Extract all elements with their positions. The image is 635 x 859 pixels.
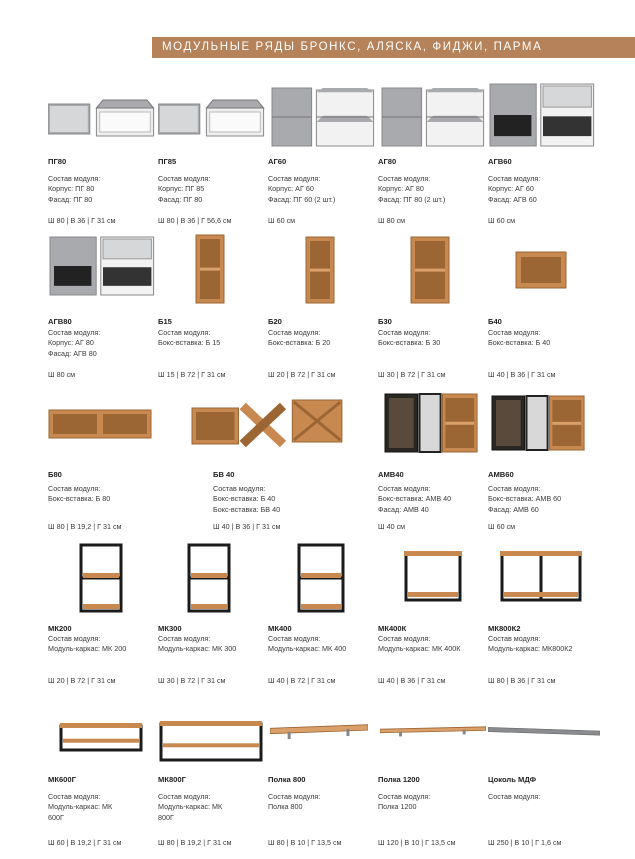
composition-line: Состав модуля: (488, 634, 541, 643)
item-dimensions: Ш 60 см (268, 216, 296, 225)
item-code: МК600Г (48, 775, 76, 784)
item-dimensions: Ш 20 | В 72 | Г 31 см (48, 676, 116, 685)
metal-frame-tall-icon (78, 542, 124, 614)
item-composition (488, 792, 540, 802)
composition-line: Состав модуля: (48, 328, 101, 337)
item-dimensions: Ш 30 | В 72 | Г 31 см (158, 676, 226, 685)
item-code: МК400 (268, 624, 292, 633)
metal-frame-low-icon (58, 720, 144, 754)
composition-line: Фасад: ПГ 80 (48, 194, 93, 204)
composition-line: Состав модуля: (158, 174, 211, 183)
item-code: МК800К2 (488, 624, 521, 633)
item-dimensions: Ш 250 | В 10 | Г 1,6 см (488, 838, 562, 847)
composition-line: Бокс-вставка: АМВ 60 (488, 494, 562, 504)
item-code: ПГ85 (158, 157, 177, 166)
metal-frame-tall-icon (296, 542, 346, 614)
item-dimensions: Ш 80 см (378, 216, 406, 225)
composition-line: Бокс-вставка: АМВ 40 (378, 494, 452, 504)
item-composition (378, 328, 440, 349)
item-code: Б40 (488, 317, 502, 326)
composition-line: Бокс-вставка: Б 15 (158, 338, 221, 348)
composition-line: Модуль-каркас: МК800К2 (488, 644, 573, 654)
item-composition (268, 328, 330, 349)
item-dimensions: Ш 30 | В 72 | Г 31 см (378, 370, 446, 379)
item-code: АГВ60 (488, 157, 512, 166)
composition-line: Состав модуля: (378, 792, 431, 801)
metal-frame-short-icon (400, 548, 466, 606)
composition-line: Состав модуля: (488, 174, 541, 183)
composition-line: Корпус: АГ 80 (378, 184, 424, 194)
item-dimensions: Ш 80 | В 19,2 | Г 31 см (158, 838, 232, 847)
page-title: МОДУЛЬНЫЕ РЯДЫ БРОНКС, АЛЯСКА, ФИДЖИ, ПАРМА (162, 41, 543, 53)
item-composition (48, 174, 100, 205)
grey-hinged-cabinet-icon (48, 98, 158, 140)
composition-line: Состав модуля: (488, 484, 541, 493)
item-dimensions: Ш 40 см (378, 522, 406, 531)
item-composition (48, 328, 100, 359)
item-code: Цоколь МДФ (488, 775, 537, 784)
item-dimensions: Ш 60 см (488, 522, 516, 531)
composition-line: Полка 1200 (378, 802, 417, 812)
item-code: Б80 (48, 470, 62, 479)
wood-shelf-icon (380, 725, 486, 737)
composition-line: Состав модуля: (488, 792, 541, 801)
grey-double-cabinet-icon (378, 86, 488, 148)
composition-line: Состав модуля: (158, 634, 211, 643)
item-code: АГВ80 (48, 317, 72, 326)
item-code: МК200 (48, 624, 72, 633)
item-code: Полка 800 (268, 775, 306, 784)
composition-line: Корпус: АГ 80 (48, 338, 94, 348)
item-composition (268, 174, 335, 205)
item-composition (378, 174, 445, 205)
composition-line: Бокс-вставка: Б 40 (488, 338, 551, 348)
item-composition (158, 174, 210, 205)
grey-oven-cabinet-icon (48, 235, 158, 297)
composition-line: Фасад: АГВ 60 (488, 194, 537, 204)
wood-shelf-icon (270, 722, 368, 740)
composition-line: Модуль-каркас: МК 300 (158, 644, 237, 654)
composition-line: Фасад: ПГ 80 (2 шт.) (378, 194, 446, 204)
item-dimensions: Ш 120 | В 10 | Г 13,5 см (378, 838, 456, 847)
composition-line: 800Г (158, 812, 174, 822)
composition-line: Модуль-каркас: МК 400 (268, 644, 347, 654)
composition-line: Состав модуля: (48, 484, 101, 493)
item-composition (158, 328, 220, 349)
item-composition (488, 328, 550, 349)
item-dimensions: Ш 80 | В 10 | Г 13,5 см (268, 838, 342, 847)
item-code: АГ80 (378, 157, 397, 166)
composition-line: Состав модуля: (268, 174, 321, 183)
item-composition (378, 792, 430, 813)
item-composition (268, 792, 320, 813)
composition-line: Корпус: АГ 60 (488, 184, 534, 194)
item-code: Б15 (158, 317, 172, 326)
item-dimensions: Ш 80 | В 36 | Г 31 см (488, 676, 556, 685)
metal-frame-wide-icon (498, 548, 584, 606)
composition-line: Модуль-каркас: МК (48, 802, 113, 812)
composition-line: Состав модуля: (378, 174, 431, 183)
composition-line: Бокс-вставка: Б 80 (48, 494, 111, 504)
item-dimensions: Ш 60 см (488, 216, 516, 225)
item-composition (378, 634, 460, 655)
wood-tall-box-icon (195, 234, 225, 304)
item-dimensions: Ш 40 | В 36 | Г 31 см (488, 370, 556, 379)
grey-double-cabinet-icon (268, 86, 378, 148)
composition-line: Состав модуля: (48, 792, 101, 801)
composition-line: Состав модуля: (488, 328, 541, 337)
item-code: МК300 (158, 624, 182, 633)
composition-line: Бокс-вставка: Б 30 (378, 338, 441, 348)
item-composition (378, 484, 451, 515)
item-dimensions: Ш 80 | В 36 | Г 31 см (48, 216, 116, 225)
wood-tall-box-icon (305, 236, 335, 304)
composition-line: Состав модуля: (158, 328, 211, 337)
item-composition (158, 792, 222, 823)
item-composition (213, 484, 280, 515)
composition-line: Модуль-каркас: МК 200 (48, 644, 127, 654)
wood-wine-box-icon (190, 398, 345, 448)
item-dimensions: Ш 80 | В 19,2 | Г 31 см (48, 522, 122, 531)
item-composition (488, 634, 572, 655)
item-dimensions: Ш 60 | В 19,2 | Г 31 см (48, 838, 122, 847)
item-code: ПГ80 (48, 157, 67, 166)
composition-line: Состав модуля: (48, 174, 101, 183)
composition-line: Корпус: ПГ 80 (48, 184, 95, 194)
item-dimensions: Ш 15 | В 72 | Г 31 см (158, 370, 226, 379)
item-code: АГ60 (268, 157, 287, 166)
item-composition (268, 634, 346, 655)
item-composition (48, 484, 110, 505)
grey-hinged-cabinet-icon (158, 98, 268, 140)
composition-line: Модуль-каркас: МК (158, 802, 223, 812)
composition-line: Фасад: АГВ 80 (48, 348, 97, 358)
wood-cube-box-icon (515, 248, 567, 290)
composition-line: Бокс-вставка: Б 20 (268, 338, 331, 348)
item-composition (48, 634, 126, 655)
item-code: АМВ40 (378, 470, 404, 479)
composition-line: Корпус: АГ 60 (268, 184, 314, 194)
metal-frame-low-icon (158, 718, 264, 764)
item-dimensions: Ш 40 | В 72 | Г 31 см (268, 676, 336, 685)
composition-line: Состав модуля: (378, 634, 431, 643)
item-composition (158, 634, 236, 655)
grey-oven-cabinet-icon (488, 82, 598, 148)
glass-door-cabinet-icon (383, 392, 479, 454)
composition-line: Фасад: ПГ 80 (158, 194, 203, 204)
item-dimensions: Ш 40 | В 36 | Г 31 см (213, 522, 281, 531)
composition-line: Фасад: ПГ 60 (2 шт.) (268, 194, 336, 204)
composition-line: 600Г (48, 812, 64, 822)
composition-line: Состав модуля: (378, 484, 431, 493)
item-code: Б20 (268, 317, 282, 326)
item-dimensions: Ш 80 см (48, 370, 76, 379)
composition-line: Бокс-вставка: БВ 40 (213, 504, 281, 514)
wood-long-box-icon (48, 406, 152, 440)
wood-tall-box-icon (410, 236, 450, 304)
composition-line: Бокс-вставка: Б 40 (213, 494, 276, 504)
item-code: МК400К (378, 624, 407, 633)
composition-line: Модуль-каркас: МК 400К (378, 644, 461, 654)
item-code: Полка 1200 (378, 775, 420, 784)
item-code: БВ 40 (213, 470, 235, 479)
glass-door-cabinet-icon (490, 394, 586, 452)
item-code: АМВ60 (488, 470, 514, 479)
composition-line: Фасад: АМВ 60 (488, 504, 539, 514)
mdf-plinth-icon (488, 725, 600, 737)
item-dimensions: Ш 40 | В 36 | Г 31 см (378, 676, 446, 685)
composition-line: Состав модуля: (268, 328, 321, 337)
composition-line: Состав модуля: (213, 484, 266, 493)
item-composition (48, 792, 112, 823)
composition-line: Состав модуля: (378, 328, 431, 337)
metal-frame-tall-icon (186, 542, 232, 614)
composition-line: Полка 800 (268, 802, 303, 812)
composition-line: Состав модуля: (48, 634, 101, 643)
composition-line: Корпус: ПГ 85 (158, 184, 205, 194)
item-dimensions: Ш 20 | В 72 | Г 31 см (268, 370, 336, 379)
item-dimensions: Ш 80 | В 36 | Г 56,6 см (158, 216, 232, 225)
composition-line: Фасад: АМВ 40 (378, 504, 429, 514)
composition-line: Состав модуля: (268, 792, 321, 801)
composition-line: Состав модуля: (158, 792, 211, 801)
item-code: МК800Г (158, 775, 186, 784)
composition-line: Состав модуля: (268, 634, 321, 643)
item-code: Б30 (378, 317, 392, 326)
item-composition (488, 174, 540, 205)
header-bar (152, 37, 635, 58)
item-composition (488, 484, 561, 515)
